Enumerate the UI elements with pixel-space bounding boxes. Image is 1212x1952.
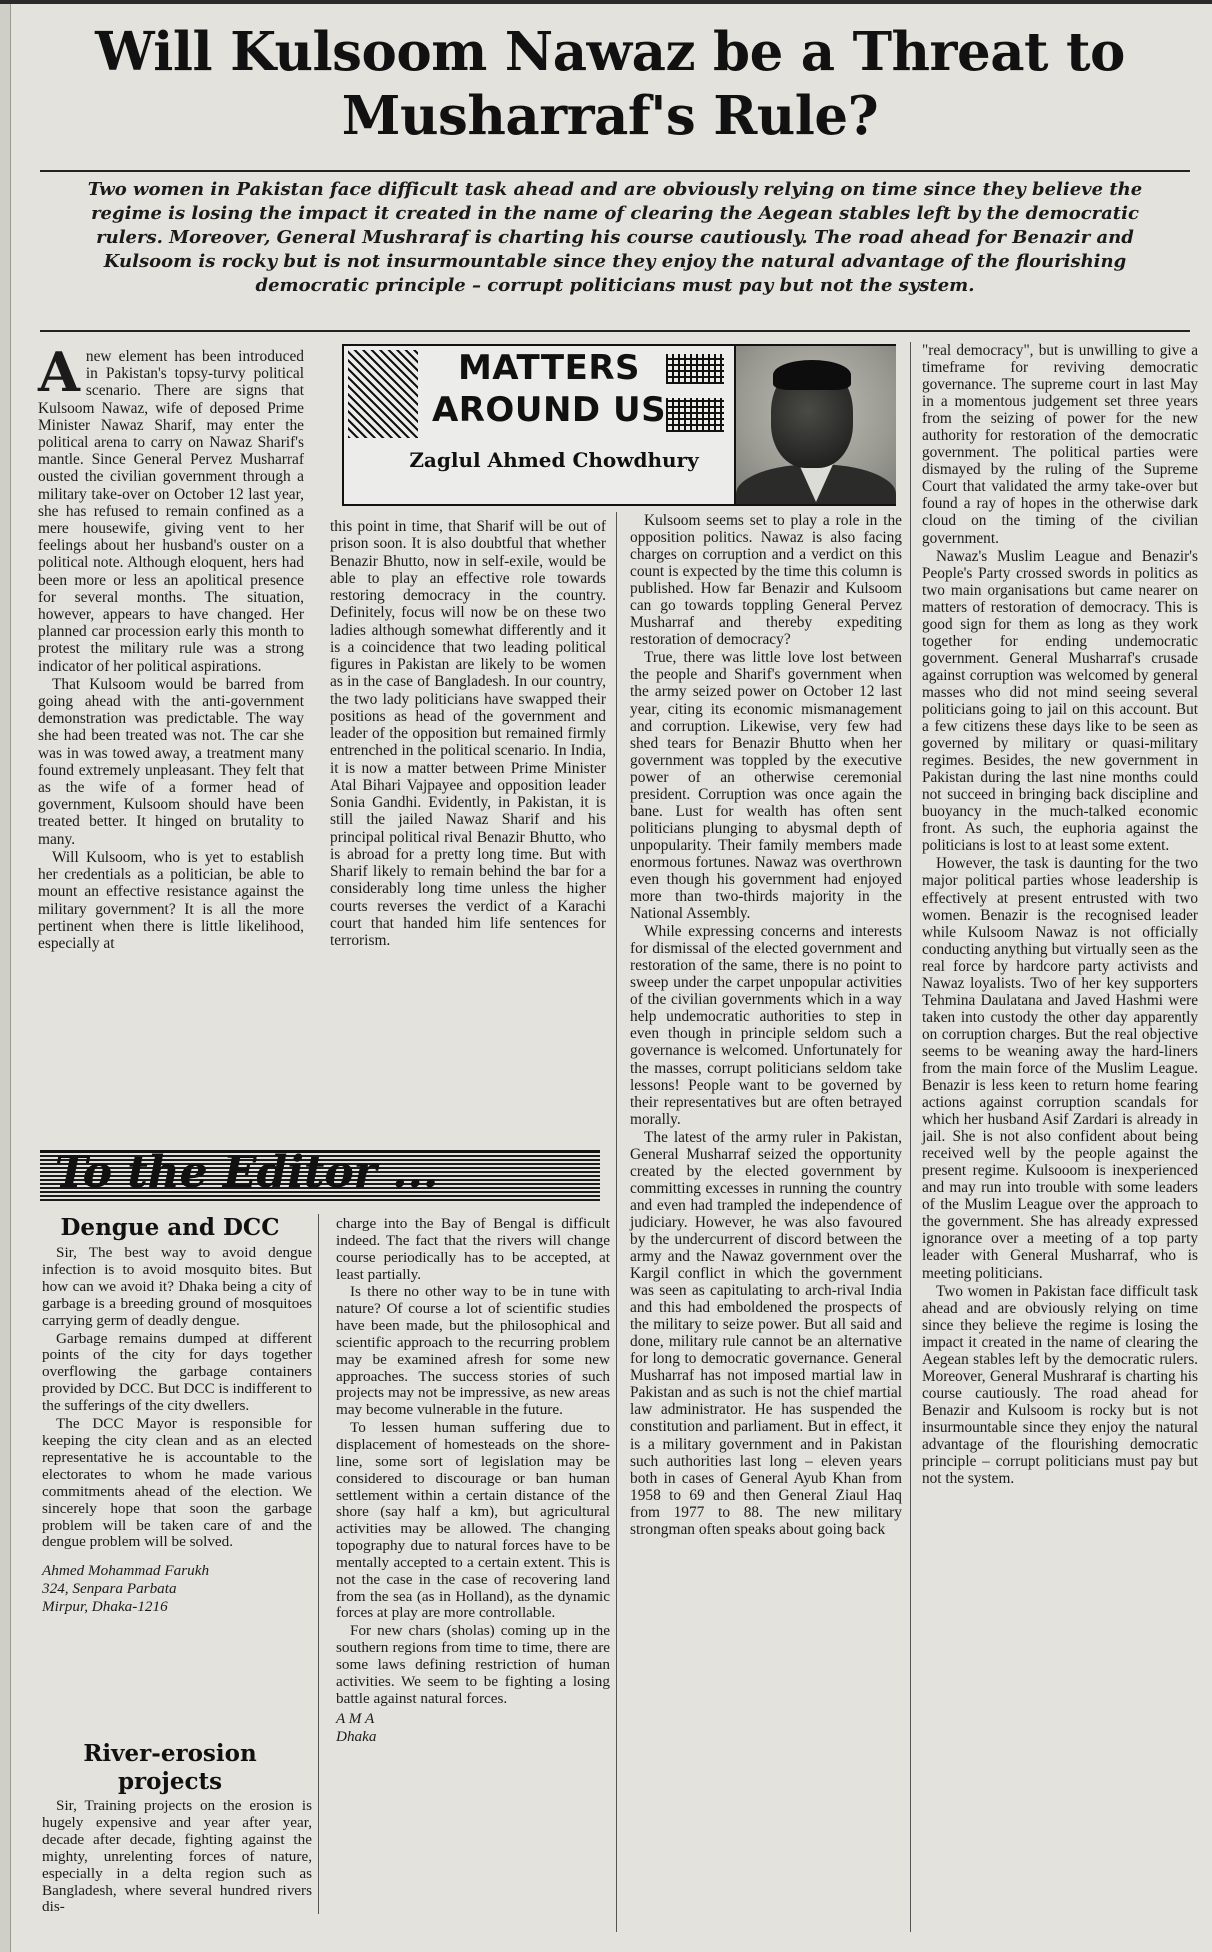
- column-banner: [342, 344, 896, 506]
- letter1-title: Dengue and DCC: [60, 1214, 280, 1241]
- letter2-body-col1: [42, 1798, 312, 1917]
- article-column-4: [922, 342, 1198, 1488]
- letter1-signature-address2: Mirpur, Dhaka-1216: [42, 1598, 168, 1616]
- editor-section-title: To the Editor ...: [55, 1147, 439, 1198]
- article-col4-para-1: "real democracy", but is unwilling to give a timeframe for reviving democratic governance. The supreme court in last May in a momentous judgement set three years from the seizing of power for the new authority for restoration of the democratic government. The political parties were dismayed by the ruling of the Supreme Court that validated the army take-over but found a ray of hopes in the otherwise dark cloud on the timing of the civilian government.: [922, 342, 1198, 547]
- photo-hair: [773, 360, 851, 390]
- article-col1-para-1-text: new element has been introduced in Pakistan's topsy-turvy political scenario. There are signs that Kulsoom Nawaz, wife of deposed Prime Minister Nawaz Sharif, may enter the political arena to carry on Nawaz Sharif's mantle. Since General Pervez Musharraf ousted the civilian government through a military take-over on October 12 last year, she has refused to remain confined as a mere housewife, giving vent to her feelings about her husband's ouster on a political note. Although eloquent, hers had been more or less an apolitical presence for several months. The situation, however, appears to have changed. Her planned car procession early this month to protest the military rule was a strong indicator of her political aspirations.: [38, 348, 304, 675]
- banner-grid-bottom: [666, 398, 724, 432]
- letter2-col2-para-2: Is there no other way to be in tune with nature? Of course a lot of scientific studies have been made, but the philosophical and scientific approach to the recurring problem may be examined afresh for some new approaches. The success stories of such projects may not be impressive, as new areas may become vulnerable in the future.: [336, 1283, 610, 1419]
- deck: Two women in Pakistan face difficult task ahead and are obviously relying on time since they believe the regime is losing the impact it created in the name of clearing the Aegean stables left by the democratic rulers. Moreover, General Mushraraf is charting his course cautiously. The road ahead for Benazir and Kulsoom is rocky but is not insurmountable since they enjoy the natural advantage of the flourishing democratic principle – corrupt politicians must pay but not the system.: [87, 179, 1143, 296]
- article-column-3: [630, 512, 902, 1539]
- article-column-divider-3: [616, 512, 617, 1932]
- article-col2-para-1: this point in time, that Sharif will be out of prison soon. It is also doubtful that whether Benazir Bhutto, now in self-exile, would be able to play an effective role towards restoring democracy in the country. Definitely, focus will now be on these two ladies although somewhat differently and it is a coincidence that two leading political figures in Pakistan are likely to be women as in the case of Bangladesh. In our country, the two lady politicians have swapped their positions as head of the government and leader of the opposition but remained firmly entrenched in the political scenario. In India, it is now a matter between Prime Minister Atal Bihari Vajpayee and opposition leader Sonia Gandhi. Evidently, in Pakistan, it is still the jailed Nawaz Sharif and his principal political rival Benazir Bhutto, who is abroad for a pretty long time. But with Sharif likely to remain behind the bar for a considerably long time unless the higher courts reverses the verdict of a Karachi court that handed him life sentences for terrorism.: [330, 518, 606, 949]
- article-col3-para-2: True, there was little love lost between the people and Sharif's government when the army seized power on October 12 last year, citing its economic mismanagement and corruption. Likewise, very few had shed tears for Benazir Bhutto when her government was toppled by the executive power of an otherwise ceremonial president. Corruption was once again the bane. Lust for wealth has often sent politicians plunging to abysmal depth of unpopularity. Their family members made enormous fortunes. Nawaz was overthrown even though his government had enjoyed more than two-thirds majority in the National Assembly.: [630, 649, 902, 923]
- banner-hatch-left: [348, 350, 418, 438]
- article-col4-para-3: However, the task is daunting for the two major political parties whose leadership is effectively at present entrusted with two women. Benazir is the recognised leader while Kulsoom Nawaz is not officially conducting anything but virtually seen as the real force by hardcore party activists and Nawaz loyalists. Two of her key supporters Tehmina Daulatana and Javed Hashmi were taken into custody the other day apparently on corruption charges. But the real objective seems to be weaning away the hard-liners from the main force of the Muslim League. Benazir is less keen to return home fearing actions against corruption scandals for which her husband Asif Zardari is already in jail. She is not also confident about being received well by the people against the present regime. Kulsooom is inexperienced and may run into trouble with some leaders of the Muslim League over the approach to the government. She has already expressed ignorance over a meeting of a top party leader with General Musharraf, who is meeting politicians.: [922, 855, 1198, 1282]
- letter2-col2-para-1: charge into the Bay of Bengal is difficult indeed. The fact that the rivers will change course periodically has to be accepted, at least partially.: [336, 1215, 610, 1283]
- article-column-2: [330, 518, 606, 950]
- banner-title-line2: AROUND US: [431, 390, 667, 430]
- top-rule: [0, 0, 1212, 4]
- letter2-body-col2: [336, 1216, 610, 1747]
- author-byline: Zaglul Ahmed Chowdhury: [409, 448, 699, 472]
- article-col3-para-1: Kulsoom seems set to play a role in the opposition politics. Nawaz is also facing charges on corruption and a verdict on this count is expected by the time this column is published. How far Benazir and Kulsoom can go towards toppling General Pervez Musharraf and thereby expediting restoration of democracy?: [630, 512, 902, 649]
- letter2-col2-para-3: To lessen human suffering due to displacement of homesteads on the shore-line, some sort of legislation may be considered to discourage or ban human settlement within a certain distance of the shore (say half a km), but agricultural activities may be allowed. The changing topography due to natural forces have to be mentally accepted to a certain extent. This is not the case in the case of recovering land from the sea (as in Holland), as the dynamic forces at play are more controllable.: [336, 1419, 610, 1622]
- article-column-1: [38, 340, 304, 953]
- editor-column-divider: [318, 1214, 319, 1914]
- article-col4-para-2: Nawaz's Muslim League and Benazir's People's Party crossed swords in politics as two main organisations but came nearer on matters of restoration of democracy. This is good sign for them as long as they work together for ending undemocratic government. General Musharraf's crusade against corruption was welcomed by general masses who did not mind seeing several politicians going to jail on this account. But a few citizens these days like to be seen as governed by military or quasi-military regimes. Besides, the new government in Pakistan during the last nine months could not succeed in bringing back discipline and buoyancy in the much-talked economic front. As such, the euphoria against the politicians is lost to at least some extent.: [922, 547, 1198, 855]
- letter1-para-1: Sir, The best way to avoid dengue infection is to avoid mosquito bites. But how can we avoid it? Dhaka being a city of garbage is a breeding ground of mosquitoes carrying germ of deadly dengue.: [42, 1244, 312, 1329]
- letter1-para-2: Garbage remains dumped at different points of the city for days together overflowing the garbage containers provided by DCC. But DCC is indifferent to the sufferings of the city dwellers.: [42, 1329, 312, 1415]
- letter2-title: River-erosion projects: [83, 1740, 257, 1795]
- article-col3-para-4: The latest of the army ruler in Pakistan, General Musharraf seized the opportunity created by the elected government by committing excesses in running the country and even had trampled the independence of judiciary. However, he was also favoured by the undercurrent of discord between the army and the Nawaz government over the Kargil conflict in which the government was seen as capitulating to arch-rival India and this had emboldened the prospects of the military to seize power. But all said and done, military rule cannot be an alternative for long to democratic governance. General Musharraf has not imposed martial law in Pakistan and as such is not the chief martial law administrator. He has suspended the constitution and parliament. But in effect, it is a military government and in Pakistan such authorities last long – eleven years both in cases of General Ayub Khan from 1958 to 69 and then General Ziaul Haq from 1977 to 88. The new military strongman often speaks about going back: [630, 1128, 902, 1538]
- letter1-body: [42, 1245, 312, 1617]
- article-col1-para-3: Will Kulsoom, who is yet to establish her credentials as a politician, be able to mount an effective resistance against the military government? It is all the more pertinent when there is little likelihood, especially at: [38, 848, 304, 952]
- article-column-divider-4: [910, 342, 911, 1932]
- article-col3-para-3: While expressing concerns and interests for dismissal of the elected government and restoration of the same, there is no point to sweep under the carpet unpopular activities of the civilian governments which in a way help undemocratic authorities to step in even though in principle seldom such a governance is welcomed. Unfortunately for the masses, corrupt politicians seldom take lessons! People want to be governed by their representatives but are often betrayed morally.: [630, 923, 902, 1128]
- letter2-signature-place: Dhaka: [336, 1728, 377, 1746]
- letter1-signature-name: Ahmed Mohammad Farukh: [42, 1562, 210, 1580]
- letter1-para-3: The DCC Mayor is responsible for keeping the city clean and as an elected representative he is accountable to the electorates to whom he made various commitments ahead of the election. We sincerely hope that soon the garbage problem will be taken care of and the dengue problem will be solved.: [42, 1415, 312, 1551]
- letter2-col1-para-1: Sir, Training projects on the erosion is hugely expensive and year after year, decade after decade, fighting against the mighty, unrelenting forces of nature, especially in a delta region such as Bangladesh, where several hundred rivers dis-: [42, 1797, 312, 1916]
- letter2-signature-name: A M A: [336, 1710, 375, 1728]
- drop-cap: A: [38, 340, 80, 404]
- letter2-col2-para-4: For new chars (sholas) coming up in the southern regions from time to time, there are some laws defining restriction of human activities. We seem to be fighting a losing battle against natural forces.: [336, 1622, 610, 1707]
- article-col1-para-1: [38, 340, 304, 675]
- banner-title-line1: MATTERS: [457, 348, 641, 388]
- left-margin-strip: [0, 0, 11, 1952]
- article-col1-para-2: That Kulsoom would be barred from going ahead with the anti-government demonstration was predictable. The way she had been treated was not. The car she was in was towed away, a treatment many found extremely unpleasant. They felt that as the wife of a former head of government, Kulsoom should have been treated better. It hinged on brutality to many.: [38, 675, 304, 848]
- headline: Will Kulsoom Nawaz be a Threat to Musharraf's Rule?: [95, 21, 1125, 147]
- letter1-signature-address1: 324, Senpara Parbata: [42, 1580, 177, 1598]
- deck-bottom-rule: [40, 330, 1190, 332]
- article-col4-para-4: Two women in Pakistan face difficult task ahead and are obviously relying on time since they believe the regime is losing the impact it created in the name of clearing the Aegean stables left by the democratic rulers. Moreover, General Mushraraf is charting his course cautiously. The road ahead for Benazir and Kulsoom is rocky but is not insurmountable since they enjoy the natural advantage of the flourishing democratic principle – corrupt politicians must pay but not the system.: [922, 1282, 1198, 1488]
- deck-top-rule: [40, 170, 1190, 172]
- author-photo: [734, 346, 896, 504]
- banner-grid-top: [666, 354, 724, 384]
